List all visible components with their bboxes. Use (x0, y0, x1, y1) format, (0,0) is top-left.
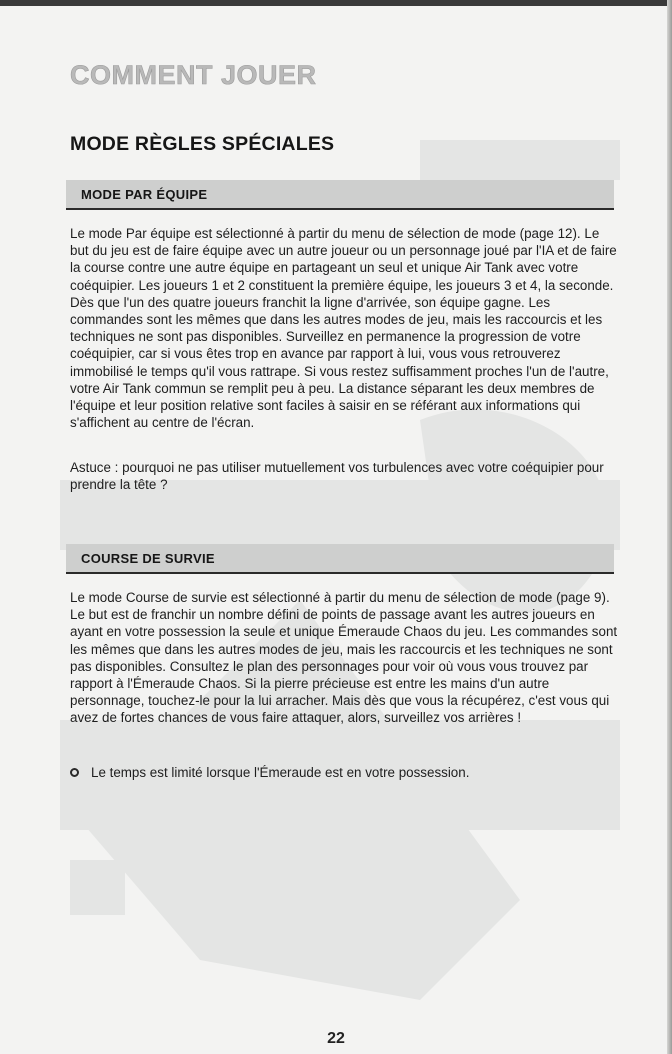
team-mode-heading: MODE PAR ÉQUIPE (81, 187, 208, 202)
survival-heading: COURSE DE SURVIE (81, 551, 215, 566)
team-mode-tip: Astuce : pourquoi ne pas utiliser mutuellement vos turbulences avec votre coéquipier pour prendre la tête ? (70, 460, 604, 493)
survival-heading-bar (66, 544, 614, 574)
page-header: COMMENT JOUER (70, 60, 317, 90)
survival-bullet (70, 764, 618, 781)
page-number: 22 (327, 1030, 345, 1047)
survival-bullet-text: Le temps est limité lorsque l'Émeraude est en votre possession. (91, 765, 470, 780)
team-mode-heading-bar (66, 180, 614, 210)
survival-paragraph: Le mode Course de survie est sélectionné à partir du menu de sélection de mode (page 9). Le but est de franchir un nombre défini de points de passage avant les autres joueurs en ayant en votre possession la seule et unique Émeraude Chaos du jeu. Les commandes sont les mêmes que dans les autres modes de jeu, mais les raccourcis et les techniques ne sont pas disponibles. Consultez le plan des personnages pour voir où vous vous trouvez par rapport à l'Émeraude Chaos. Si la pierre précieuse est entre les mains d'un autre personnage, touchez-le pour la lui arracher. Mais dès que vous la récupérez, c'est vous qui avez de fortes chances de vous faire attaquer, alors, surveillez vos arrières ! (70, 590, 618, 726)
circle-bullet-icon (70, 768, 79, 777)
team-mode-paragraph: Le mode Par équipe est sélectionné à partir du menu de sélection de mode (page 12). Le but du jeu est de faire équipe avec un autre joueur ou un personnage joué par l'IA et de faire la course contre une autre équipe en partageant un seul et unique Air Tank avec votre coéquipier. Les joueurs 1 et 2 constituent la première équipe, les joueurs 3 et 4, la seconde. Dès que l'un des quatre joueurs franchit la ligne d'arrivée, son équipe gagne. Les commandes sont les mêmes que dans les autres modes de jeu, mais les raccourcis et les techniques ne sont pas disponibles. Surveillez en permanence la progression de votre coéquipier, car si vous êtes trop en avance par rapport à lui, vous vous retrouverez immobilisé le temps qu'il vous rattrape. Si vous restez suffisamment proches l'un de l'autre, votre Air Tank commun se remplit peu à peu. La distance séparant les deux membres de l'équipe et leur position relative sont faciles à saisir en se référant aux informations qui s'affichent au centre de l'écran. (70, 226, 617, 431)
section-title: MODE RÈGLES SPÉCIALES (70, 133, 335, 155)
